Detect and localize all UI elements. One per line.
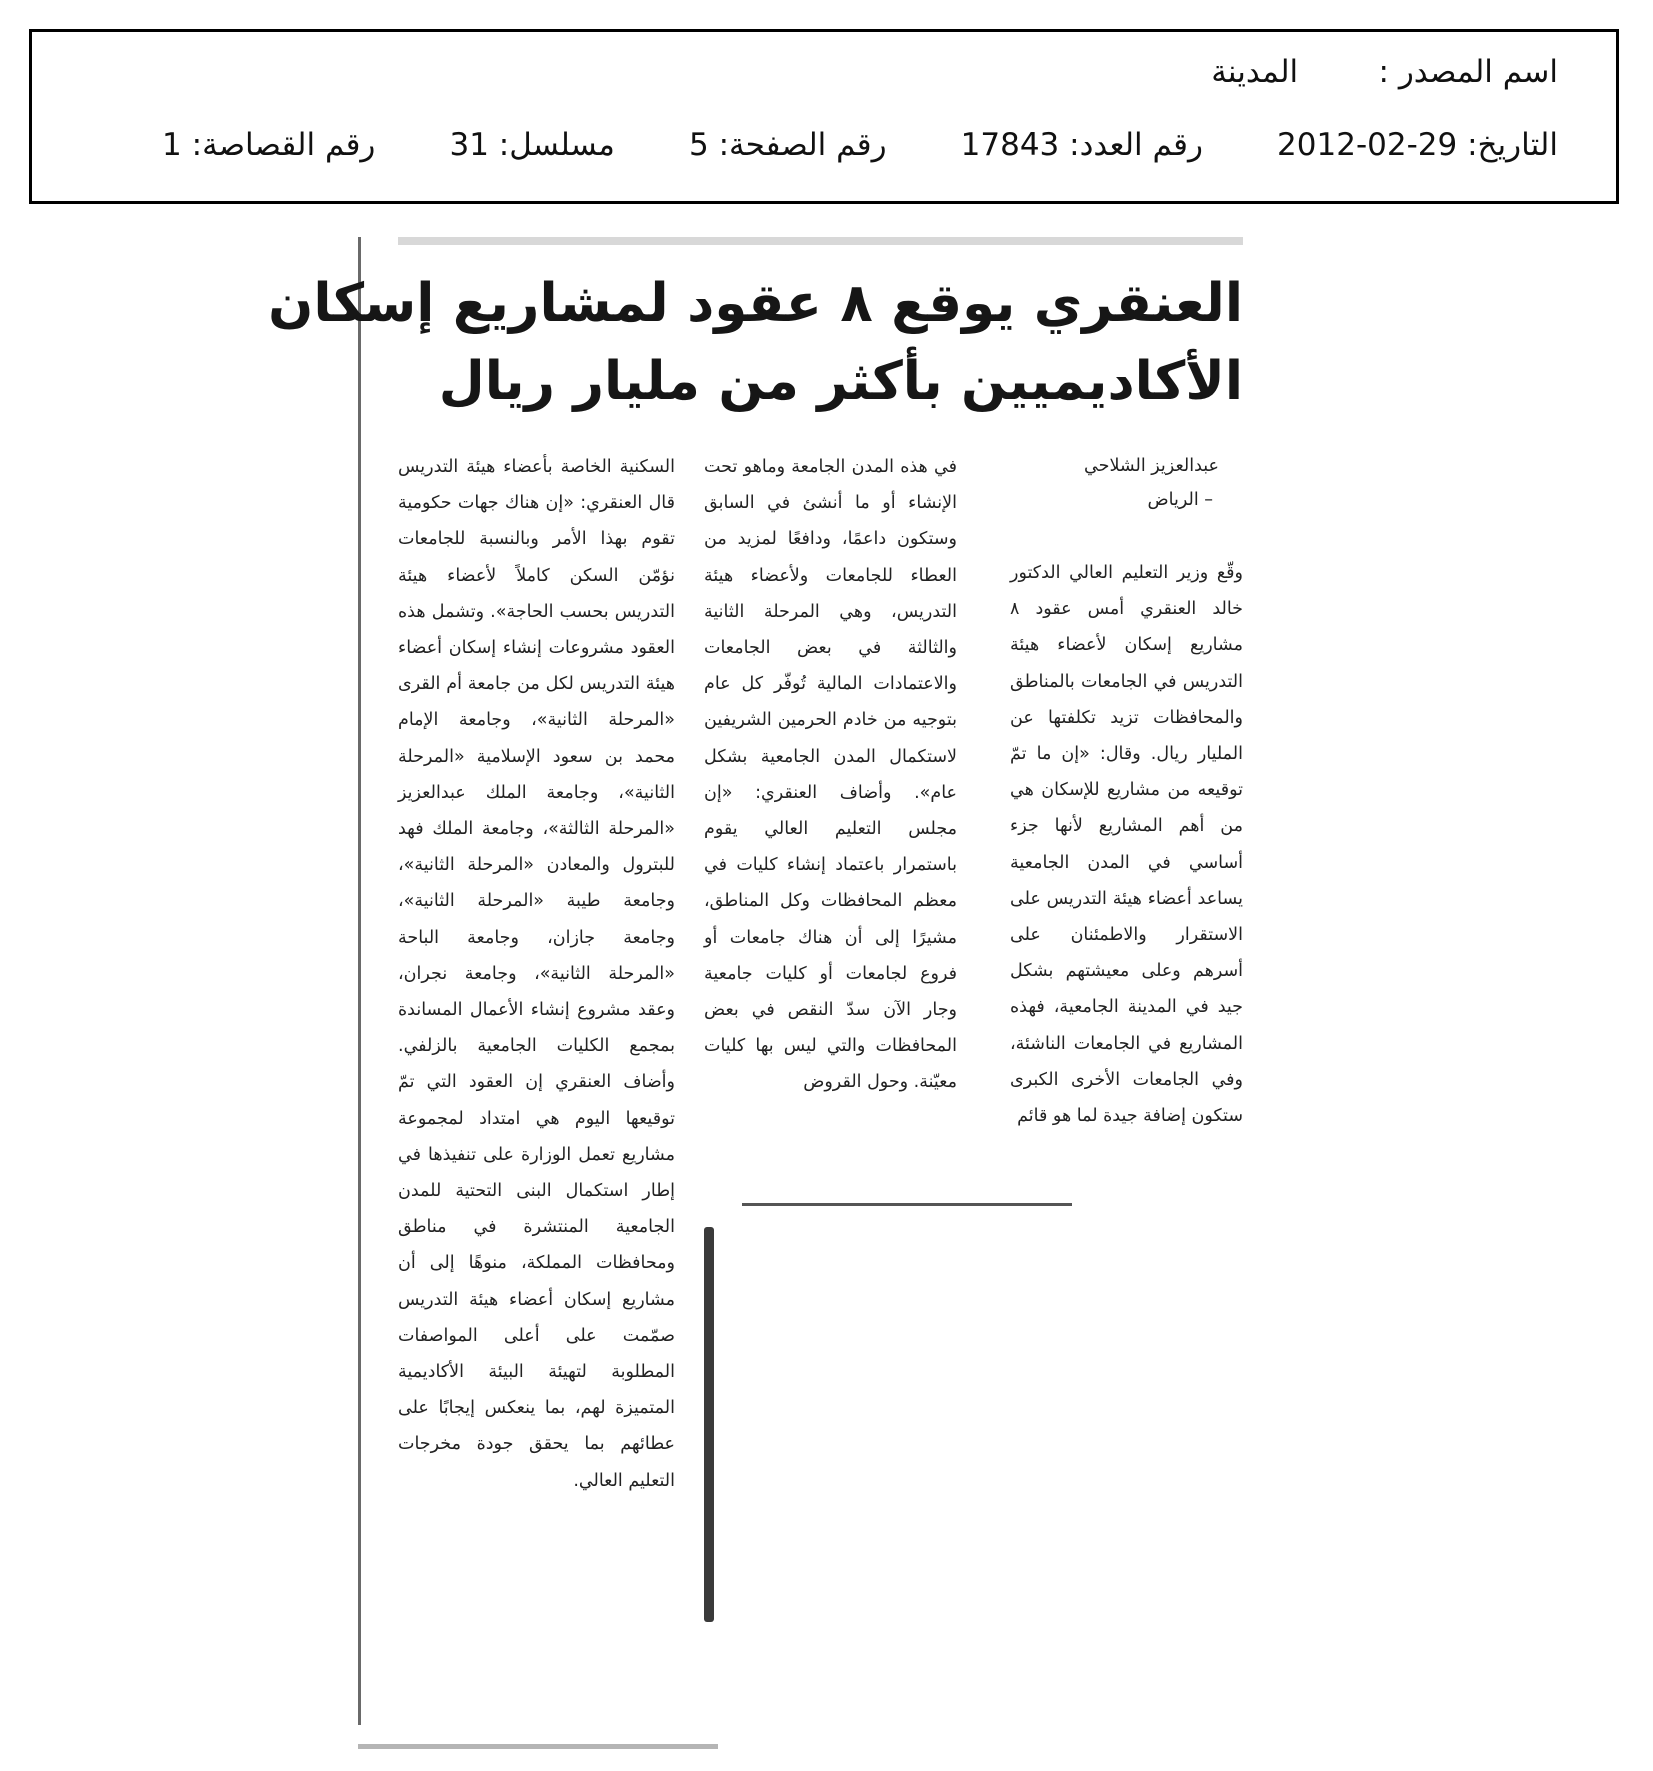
column-2-text: في هذه المدن الجامعة وماهو تحت الإنشاء أو ما أنشئ في السابق وستكون داعمًا، ودافعًا لمزيد من العطاء للجامعات ولأعضاء هيئة التدريس، وهي المرحلة الثانية والثالثة في بعض الجامعات والاعتمادات المالية تُوفّر كل عام بتوجيه من خادم الحرمين الشريفين لاستكمال المدن الجامعية بشكل عام». وأضاف العنقري: «إن مجلس التعليم العالي يقوم باستمرار باعتماد إنشاء كليات في معظم المحافظات وكل المناطق، مشيرًا إلى أن هناك جامعات أو فروع لجامعات أو كليات جامعية وجار الآن سدّ النقص في بعض المحافظات والتي ليس بها كليات معيّنة. وحول القروض bbox=[704, 457, 957, 1093]
column-3-text: السكنية الخاصة بأعضاء هيئة التدريس قال العنقري: «إن هناك جهات حكومية تقوم بهذا الأمر وبالنسبة للجامعات نؤمّن السكن كاملاً لأعضاء هيئة التدريس بحسب الحاجة». وتشمل هذه العقود مشروعات إنشاء إسكان أعضاء هيئة التدريس لكل من جامعة أم القرى «المرحلة الثانية»، وجامعة الإمام محمد بن سعود الإسلامية «المرحلة الثانية»، وجامعة الملك عبدالعزيز «المرحلة الثالثة»، وجامعة الملك فهد للبترول والمعادن «المرحلة الثانية»، وجامعة طيبة «المرحلة الثانية»، وجامعة جازان، وجامعة الباحة «المرحلة الثانية»، وجامعة نجران، وعقد مشروع إنشاء الأعمال المساندة بمجمع الكليات الجامعية بالزلفي. وأضاف العنقري إن العقود التي تمّ توقيعها اليوم هي امتداد لمجموعة مشاريع تعمل الوزارة على تنفيذها في إطار استكمال البنى التحتية للمدن الجامعية المنتشرة في مناطق ومحافظات المملكة، منوهًا إلى أن مشاريع إسكان أعضاء هيئة التدريس صمّمت على أعلى المواصفات المطلوبة لتهيئة البيئة الأكاديمية المتميزة لهم، بما ينعكس إيجابًا على عطائهم بما يحقق جودة مخرجات التعليم العالي. bbox=[398, 457, 675, 1491]
article-column-3 bbox=[398, 449, 675, 1499]
page-label: رقم الصفحة: bbox=[718, 127, 887, 163]
top-rule bbox=[398, 237, 1243, 245]
article-headline bbox=[268, 265, 1243, 421]
source-row bbox=[1211, 54, 1558, 90]
byline bbox=[1010, 449, 1219, 517]
headline-line-1: العنقري يوقع ٨ عقود لمشاريع إسكان bbox=[268, 273, 1243, 334]
left-rule bbox=[358, 237, 361, 1725]
bottom-rule bbox=[358, 1744, 718, 1749]
article-column-1 bbox=[1010, 449, 1243, 1134]
clipping-value: 1 bbox=[162, 127, 182, 163]
date-field bbox=[1277, 127, 1558, 163]
page-field bbox=[689, 127, 887, 163]
source-value: المدينة bbox=[1211, 54, 1299, 90]
serial-field bbox=[449, 127, 614, 163]
page-value: 5 bbox=[688, 127, 709, 163]
issue-value: 17843 bbox=[960, 127, 1060, 163]
clipping-field bbox=[162, 127, 375, 163]
serial-label: مسلسل: bbox=[498, 127, 615, 163]
details-row bbox=[162, 127, 1558, 163]
issue-field bbox=[961, 127, 1203, 163]
newspaper-clipping bbox=[268, 237, 1288, 1757]
byline-city: – الرياض bbox=[1147, 490, 1213, 510]
issue-label: رقم العدد: bbox=[1069, 127, 1203, 163]
byline-author: عبدالعزيز الشلاحي bbox=[1084, 456, 1219, 476]
photo-left-edge bbox=[704, 1227, 714, 1622]
date-value: 2012-02-29 bbox=[1277, 127, 1458, 163]
column-1-text: وقّع وزير التعليم العالي الدكتور خالد العنقري أمس عقود ٨ مشاريع إسكان لأعضاء هيئة التدريس في الجامعات بالمناطق والمحافظات تزيد تكلفتها عن المليار ريال. وقال: «إن ما تمّ توقيعه من مشاريع للإسكان هي من أهم المشاريع لأنها جزء أساسي في المدن الجامعية يساعد أعضاء هيئة التدريس على الاستقرار والاطمئنان على أسرهم وعلى معيشتهم بشكل جيد في المدينة الجامعية، فهذه المشاريع في الجامعات الناشئة، وفي الجامعات الأخرى الكبرى ستكون إضافة جيدة لما هو قائم bbox=[1010, 563, 1243, 1127]
photo-top-rule bbox=[742, 1203, 1072, 1206]
date-label: التاريخ: bbox=[1467, 127, 1558, 163]
clipping-metadata-box bbox=[29, 29, 1619, 204]
source-label: اسم المصدر : bbox=[1378, 54, 1558, 90]
article-column-2 bbox=[704, 449, 957, 1101]
serial-value: 31 bbox=[449, 127, 489, 163]
headline-line-2: الأكاديميين بأكثر من مليار ريال bbox=[438, 351, 1243, 412]
clipping-label: رقم القصاصة: bbox=[191, 127, 376, 163]
